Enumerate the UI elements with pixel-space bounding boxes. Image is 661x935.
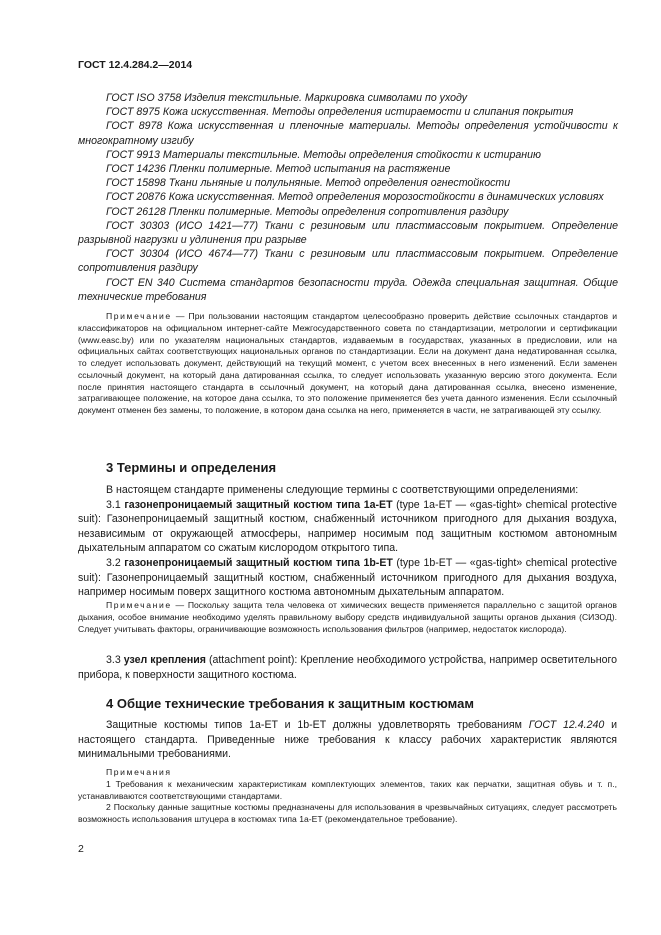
term-3-1-name: газонепроницаемый защитный костюм типа 1a-ET — [124, 498, 393, 511]
note-text: — При пользовании настоящим стандартом целесообразно проверить действие ссылочных стандартов и классификаторов на официальном интернет-сайте Межгосударственного совета по стандартизации, метрологии и сертификации (www.easc.by) или по указателям национальных стандартов, издаваемым в государствах, указанных в предисловии, или на официальных сайтах соответствующих национальных органов по стандартизации. Если на документ дана недатированная ссылка, то следует использовать документ, действующий на текущий момент, с учетом всех внесенных в него изменений. Если заменен ссылочный документ, на который дана датированная ссылка, то следует использовать указанную версию этого документа. Если после принятия настоящего стандарта в ссылочный документ, на который дана датированная ссылка, внесено изменение, затрагивающее положение, на которое дана ссылка, то это положение применяется без учета данного изменения. Если ссылочный документ отменен без замены, то положение, в котором дана ссылка на него, применяется в части, не затрагивающей эту ссылку. — [78, 311, 617, 415]
note-text: — Поскольку защита тела человека от химических веществ применяется параллельно с защитой органов дыхания, особое внимание необходимо уделять правильному выбору средств индивидуальной защиты органов дыхания (СИЗОД). Следует учитывать факторы, ограничивающие возможность использования фильтров (например, недостаток кислорода). — [78, 600, 617, 634]
term-3-3-block — [78, 653, 617, 682]
ref-item: ГОСТ 15898 Ткани льняные и полульняные. Метод определения огнестойкости — [106, 177, 511, 190]
ref-item: ГОСТ 14236 Пленки полимерные. Метод испытания на растяжение — [106, 163, 451, 176]
section-3-body — [78, 483, 617, 600]
page-number: 2 — [78, 843, 84, 855]
term-3-2-name: газонепроницаемый защитный костюм типа 1b-ET — [124, 556, 393, 569]
ref-item: ГОСТ 30304 (ИСО 4674—77) Ткани с резиновым или пластмассовым покрытием. Определение сопротивления раздиру — [78, 248, 618, 275]
section-4-title: 4 Общие технические требования к защитным костюмам — [106, 696, 474, 711]
ref-item: ГОСТ 20876 Кожа искусственная. Метод определения морозостойкости в динамических условиях — [106, 191, 604, 204]
term-3-1: 3.1 газонепроницаемый защитный костюм типа 1a-ET (type 1a-ET — «gas-tight» chemical protective suit): Газонепроницаемый защитный костюм, снабженный источником пригодного для дыхания воздуха, независимым от окружающей атмосферы, например носимым под защитным костюмом автономным дыхательным аппаратом со сжатым кислородом открытого типа. — [78, 498, 617, 555]
section-3-note — [78, 600, 617, 635]
section-4-notes — [78, 767, 617, 826]
ref-item: ГОСТ EN 340 Система стандартов безопасности труда. Одежда специальная защитная. Общие технические требования — [78, 276, 618, 303]
ref-item: ГОСТ 8978 Кожа искусственная и пленочные материалы. Методы определения устойчивости к многократному изгибу — [78, 120, 618, 147]
term-3-3: 3.3 узел крепления (attachment point): Крепление необходимого устройства, например осветительного прибора, к поверхности защитного костюма. — [78, 654, 617, 681]
ref-item: ГОСТ 26128 Пленки полимерные. Методы определения сопротивления раздиру — [106, 205, 509, 218]
normative-references-list — [78, 91, 618, 304]
note-label: Примечание — [106, 600, 172, 610]
notes-label: Примечания — [106, 767, 172, 777]
ref-item: ГОСТ 9913 Материалы текстильные. Методы определения стойкости к истиранию — [106, 148, 541, 161]
term-3-3-name: узел крепления — [123, 654, 206, 666]
section-3-title: 3 Термины и определения — [106, 460, 277, 475]
standard-reference: ГОСТ 12.4.240 — [528, 719, 605, 731]
note-item: 1 Требования к механическим характеристикам комплектующих элементов, таких как перчатки, защитная обувь и т. п., устанавливаются соответствующими стандартами. — [78, 778, 617, 801]
note-label: Примечание — [106, 311, 172, 321]
section-4-body — [78, 718, 617, 762]
section-3-intro: В настоящем стандарте применены следующие термины с соответствующими определениями: — [106, 484, 579, 496]
term-3-2: 3.2 газонепроницаемый защитный костюм типа 1b-ET (type 1b-ET — «gas-tight» chemical protective suit): Газонепроницаемый защитный костюм, снабженный источником пригодного для дыхания воздуха, например носимым поверх защитного костюма автономным дыхательным аппаратом. — [78, 556, 618, 599]
ref-item: ГОСТ 30303 (ИСО 1421—77) Ткани с резиновым или пластмассовым покрытием. Определение разрывной нагрузки и удлинения при разрыве — [78, 219, 618, 247]
references-note — [78, 311, 617, 417]
note-item: 2 Поскольку данные защитные костюмы предназначены для использования в чрезвычайных ситуациях, следует рассмотреть возможность использования штуцера в костюмах типа 1a-ET (рекомендательное требование). — [78, 802, 617, 824]
ref-item: ГОСТ 8975 Кожа искусственная. Методы определения истираемости и слипания покрытия — [106, 106, 574, 119]
running-header: ГОСТ 12.4.284.2—2014 — [78, 59, 193, 71]
section-4-paragraph: Защитные костюмы типов 1a-ET и 1b-ET должны удовлетворять требованиям ГОСТ 12.4.240 и настоящего стандарта. Приведенные ниже требования к классу рабочих характеристик являются минимальными требованиями. — [78, 719, 617, 761]
ref-item: ГОСТ ISO 3758 Изделия текстильные. Маркировка символами по уходу — [106, 92, 468, 104]
